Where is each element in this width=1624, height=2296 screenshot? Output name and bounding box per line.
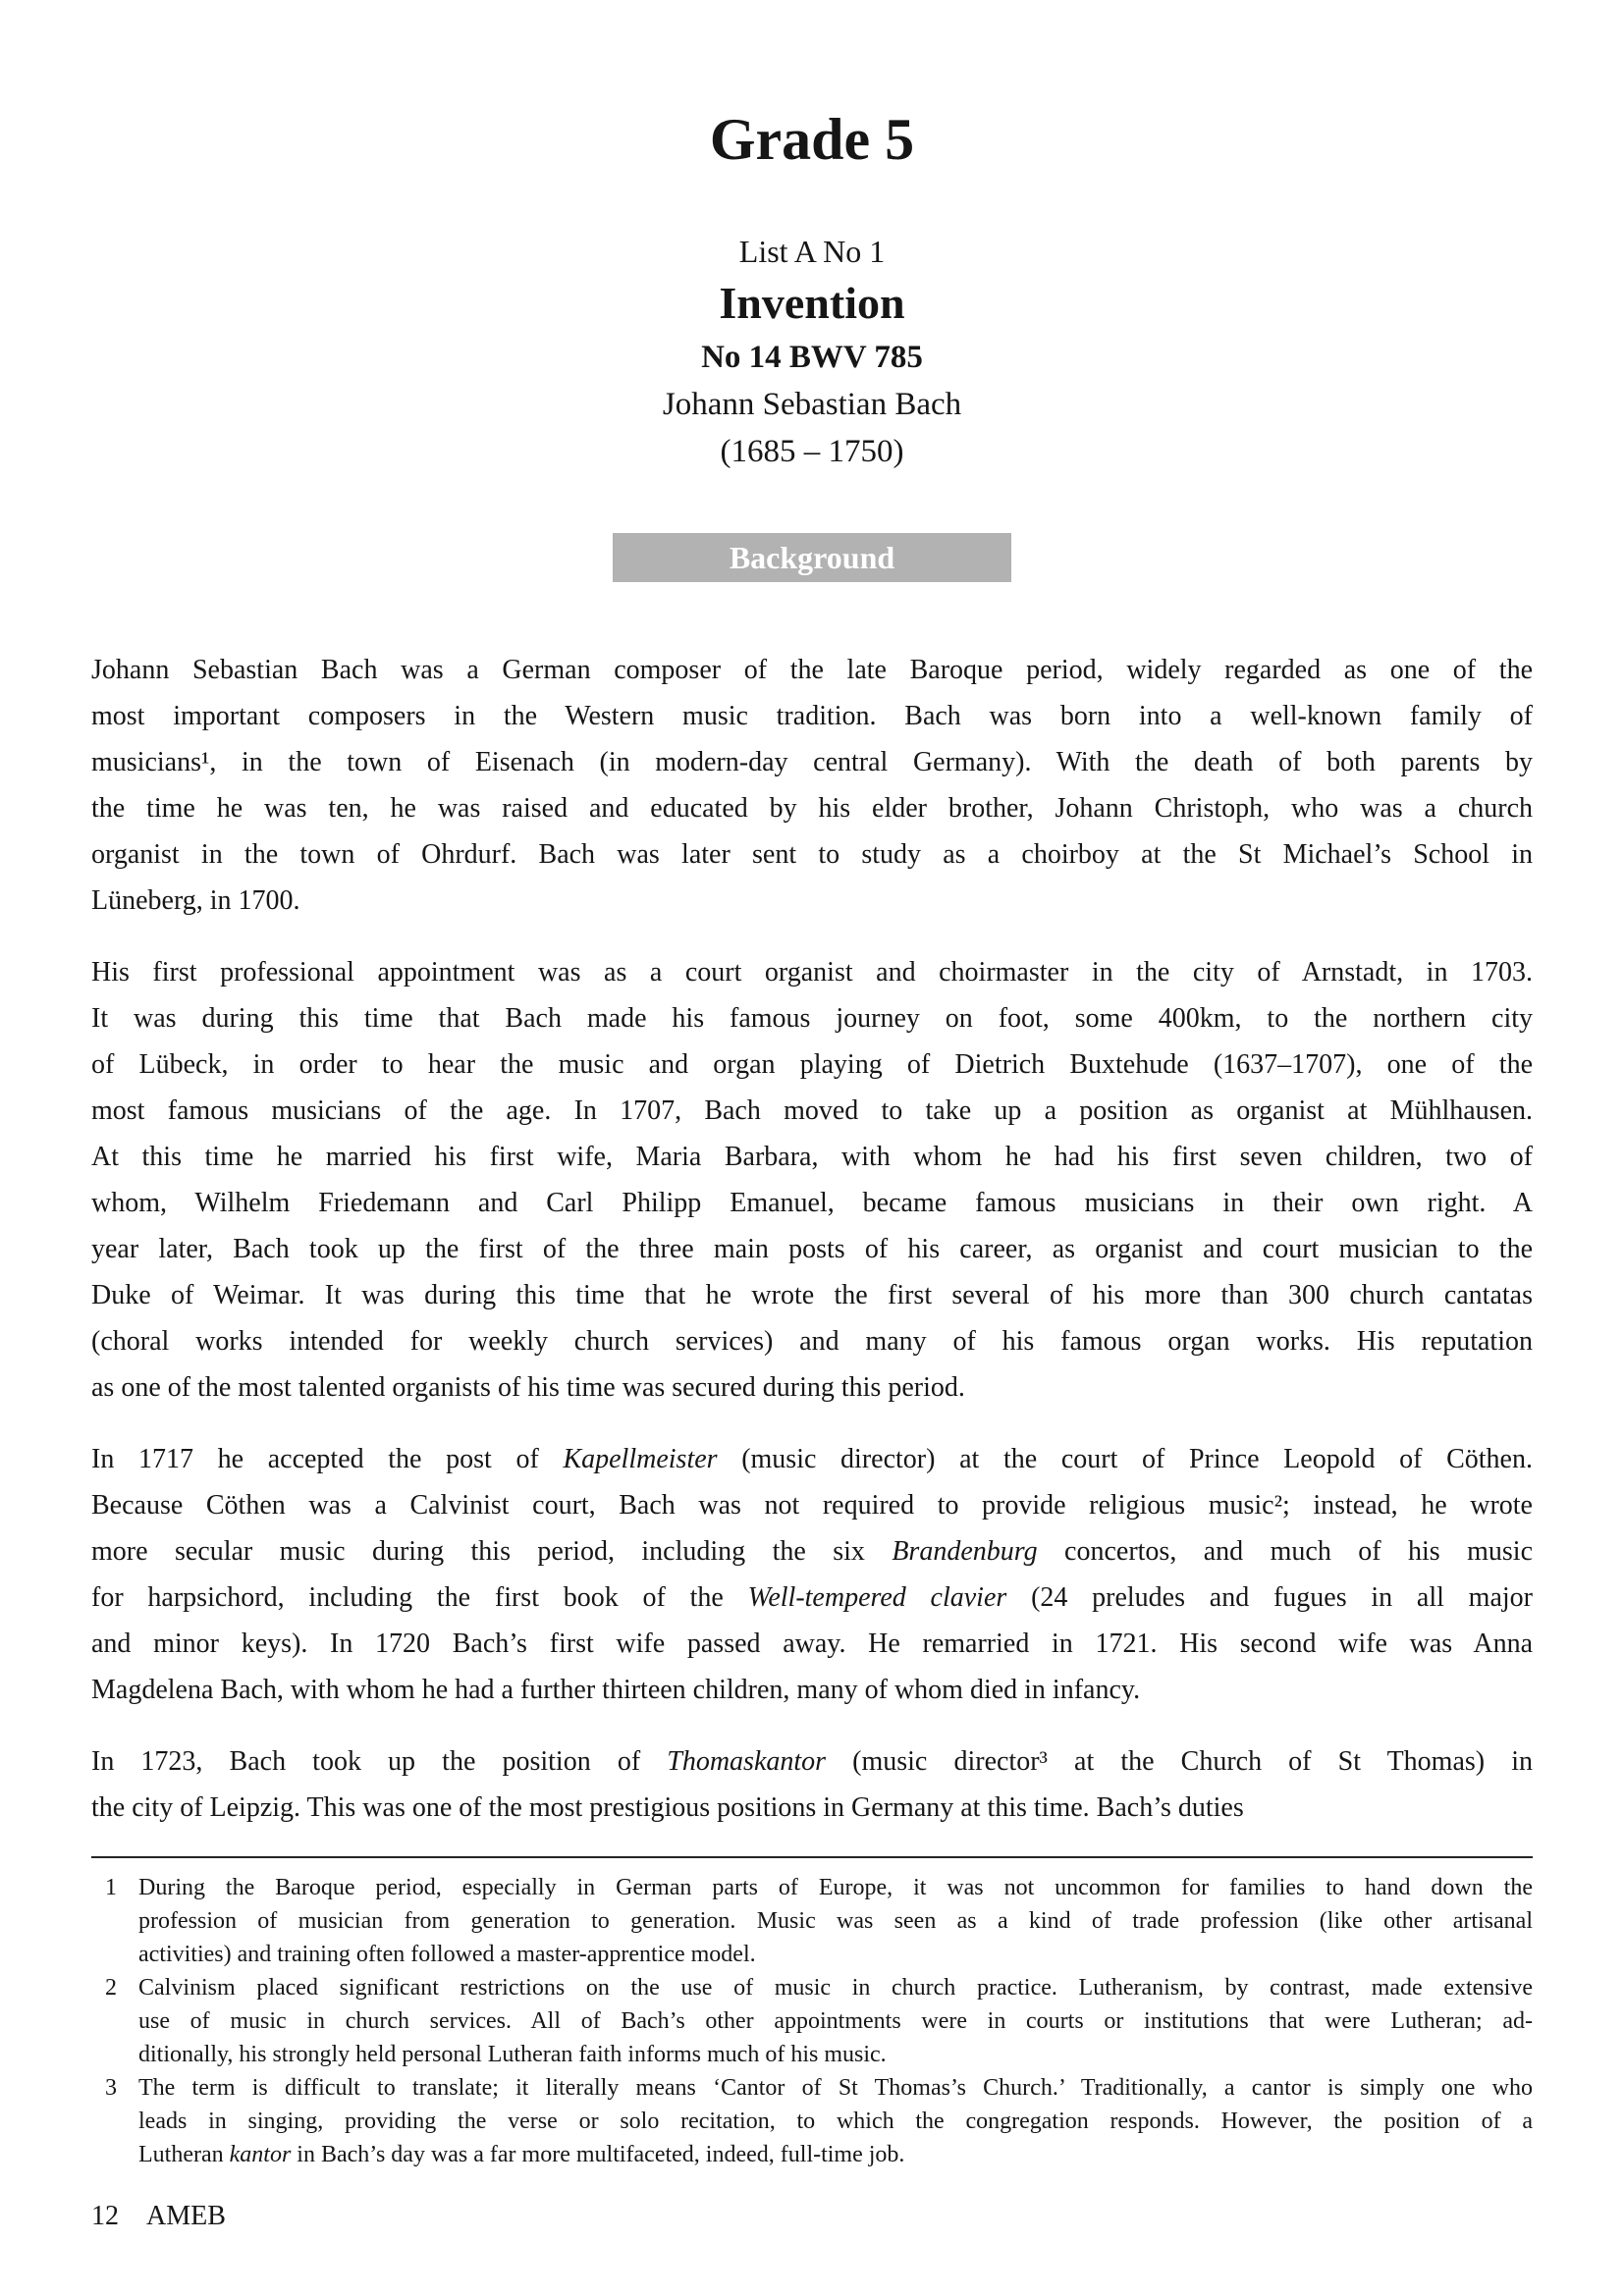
footnotes [91,1871,1533,2171]
grade-title: Grade 5 [709,107,915,172]
page-footer [91,2201,1533,2232]
footnote-number: 1 [105,1875,117,1900]
body-text [91,647,1533,1831]
paragraph-3: In 1717 he accepted the post of Kapellmeister (music director) at the court of Prince Leopold of Cöthen. Because Cöthen was a Calvinist court, Bach was not required to provide religious music²; instead, he wrote more secular music during this period, including the six Brandenburg concertos, and much of his music for harpsichord, including the first book of the Well-tempered clavier (24 preludes and fugues in all major and minor keys). In 1720 Bach’s first wife passed away. He remarried in 1721. His second wife was Anna Magdelena Bach, with whom he had a further thirteen children, many of whom died in infancy. [91,1444,1533,1705]
footnote-item-1 [91,1871,1533,1971]
footnote-number: 2 [105,1975,117,2001]
paragraph-1: Johann Sebastian Bach was a German composer of the late Baroque period, widely regarded as one of the most important composers in the Western music tradition. Bach was born into a well-known family of musicians¹, in the town of Eisenach (in modern-day central Germany). With the death of both parents by the time he was ten, he was raised and educated by his elder brother, Johann Christoph, who was a church organist in the town of Ohrdurf. Bach was later sent to study as a choirboy at the St Michael’s School in Lüneberg, in 1700. [91,655,1533,916]
brand-name: AMEB [146,2201,226,2231]
paragraph-4: In 1723, Bach took up the position of Thomaskantor (music director³ at the Church of St Thomas) in the city of Leipzig. This was one of the most prestigious positions in Germany at this time. Bach’s duties [91,1746,1533,1823]
piece-title: Invention [719,278,905,328]
composer-name: Johann Sebastian Bach [662,387,962,422]
background-section-label: Background [729,540,895,575]
paragraph-2: His first professional appointment was as a court organist and choirmaster in the city of Arnstadt, in 1703. It was during this time that Bach made his famous journey on foot, some 400km, to the northern city of Lübeck, in order to hear the music and organ playing of Dietrich Buxtehude (1637–1707), one of the most famous musicians of the age. In 1707, Bach moved to take up a position as organist at Mühlhausen. At this time he married his first wife, Maria Barbara, with whom he had his first seven children, two of whom, Wilhelm Friedemann and Carl Philipp Emanuel, became famous musicians in their own right. A year later, Bach took up the first of the three main posts of his career, as organist and court musician to the Duke of Weimar. It was during this time that he wrote the first several of his more than 300 church cantatas (choral works intended for weekly church services) and many of his famous organ works. His reputation as one of the most talented organists of his time was secured during this period. [91,957,1533,1403]
footnote-text: During the Baroque period, especially in German parts of Europe, it was not uncommon for families to hand down the profession of musician from generation to generation. Music was seen as a kind of trade profession (like other artisanal activities) and training often followed a master-apprentice model. [138,1875,1533,1967]
catalog-number: No 14 BWV 785 [701,340,923,375]
page-number: 12 [91,2201,119,2231]
footnote-number: 3 [105,2075,117,2101]
title-block [91,0,1533,468]
composer-dates: (1685 – 1750) [720,434,904,469]
list-designation: List A No 1 [738,234,886,269]
footnote-text: Calvinism placed significant restrictions on the use of music in church practice. Lutheranism, by contrast, made extensive use of music in church services. All of Bach’s other appointments were in courts or institutions that were Lutheran; ad- ditionally, his strongly held personal Lutheran faith informs much of his music. [138,1975,1533,2067]
footnote-text: The term is difficult to translate; it literally means ‘Cantor of St Thomas’s Church.’ Traditionally, a cantor is simply one who leads in singing, providing the verse or solo recitation, to which the congregation responds. However, the position of a Lutheran kantor in Bach’s day was a far more multifaceted, indeed, full-time job. [138,2075,1533,2167]
footnote-item-2 [91,1971,1533,2071]
footnote-item-3 [91,2071,1533,2171]
footnote-divider [91,1856,1533,1858]
background-section-banner [613,533,1011,582]
